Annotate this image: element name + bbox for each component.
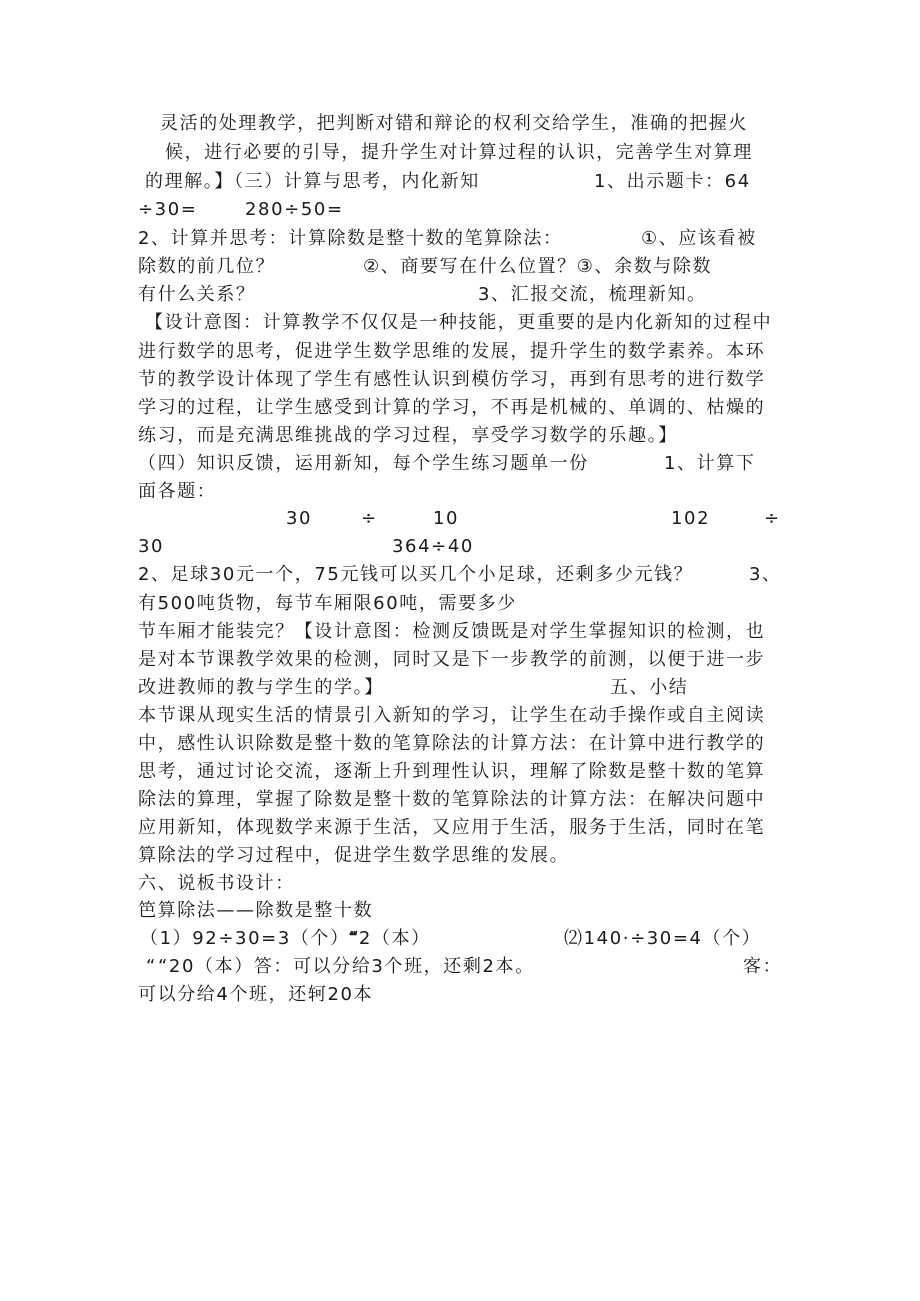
text-line: 节车厢才能装完？【设计意图：检测反馈既是对学生掌握知识的检测，也 [138, 621, 766, 642]
text-segment: 2、计算并思考：计算除数是整十数的笔算除法： [138, 228, 563, 249]
board-line: “2（本） [348, 928, 431, 949]
text-segment: 有500吨货物，每节车厢限60吨，需要多少 [138, 593, 517, 614]
text-line: 候，进行必要的引导，提升学生对计算过程的认识，完善学生对算理 [165, 142, 753, 163]
board-line: ⑵140·÷30=4（个） [564, 928, 762, 949]
math-operand: 30 [286, 508, 313, 529]
text-line: 中，感性认识除数是整十数的笔算除法的计算方法：在计算中进行教学的 [138, 733, 766, 754]
board-line: 可以分给4个班，还轲20本 [138, 984, 374, 1005]
board-line: “ [146, 956, 157, 977]
text-line: 是对本节课教学效果的检测，同时又是下一步教学的前测，以便于进一步 [138, 649, 766, 670]
text-segment: ①、应该看被 [641, 228, 757, 249]
text-line: 学习的过程，让学生感受到计算的学习，不再是机械的、单调的、枯燥的 [138, 397, 766, 418]
math-operand: 30 [138, 536, 165, 557]
text-segment: ÷30= [138, 199, 198, 220]
text-line: 算除法的学习过程中，促进学生数学思维的发展。 [138, 845, 570, 866]
text-segment: 改进教师的教与学生的学。】 [138, 677, 384, 698]
text-line: 的理解。】（三）计算与思考，内化新知 [145, 171, 480, 192]
section-heading: 六、说板书设计： [138, 873, 295, 894]
math-operator: ÷ [361, 508, 378, 529]
text-segment: 有什么关系？ [138, 284, 256, 305]
text-line: 进行数学的思考，促进学生数学思维的发展，提升学生的数学素养。本环 [138, 341, 766, 362]
text-segment: ②、商要写在什么位置？③、余数与除数 [363, 256, 713, 277]
math-operand: 10 [433, 508, 460, 529]
board-line: （1）92÷30=3（个）“ [140, 928, 361, 949]
text-segment: 1、出示题卡：64 [594, 171, 751, 192]
text-segment: 除数的前几位？ [138, 256, 276, 277]
text-segment: 2、足球30元一个，75元钱可以买几个小足球，还剩多少元钱？ [138, 564, 694, 585]
text-line: 应用新知，体现数学来源于生活，又应用于生活，服务于生活，同时在笔 [138, 817, 766, 838]
text-segment: 280÷50= [245, 199, 344, 220]
board-title: 笆算除法——除数是整十数 [138, 900, 374, 921]
text-line: 【设计意图：计算教学不仅仅是一种技能，更重要的是内化新知的过程中 [145, 312, 773, 333]
text-line: 练习，而是充满思维挑战的学习过程，享受学习数学的乐趣。】 [138, 425, 678, 446]
text-segment: （四）知识反馈，运用新知，每个学生练习题单一份 [138, 453, 589, 474]
text-segment: 1、计算下 [664, 453, 756, 474]
section-heading: 五、小结 [610, 677, 689, 698]
board-line: 客： [743, 956, 783, 977]
text-segment: 3、汇报交流，梳理新知。 [478, 284, 707, 305]
text-line: 本节课从现实生活的情景引入新知的学习，让学生在动手操作或自主阅读 [138, 705, 766, 726]
text-line: 思考，通过讨论交流，逐渐上升到理性认识，理解了除数是整十数的笔算 [138, 761, 766, 782]
text-segment: 3、 [749, 564, 782, 585]
text-line: 节的教学设计体现了学生有感性认识到模仿学习，再到有思考的进行数学 [138, 369, 766, 390]
math-expression: 364÷40 [392, 536, 474, 557]
text-segment: 面各题： [138, 481, 217, 502]
board-line: “20（本）答：可以分给3个班，还剩2本。 [158, 956, 535, 977]
text-line: 除法的算理，掌握了除数是整十数的笔算除法的计算方法：在解决问题中 [138, 789, 766, 810]
math-operand: 102 [671, 508, 711, 529]
math-operator: ÷ [764, 508, 781, 529]
text-line: 灵活的处理教学，把判断对错和辩论的权利交给学生，准确的把握火 [160, 113, 748, 134]
